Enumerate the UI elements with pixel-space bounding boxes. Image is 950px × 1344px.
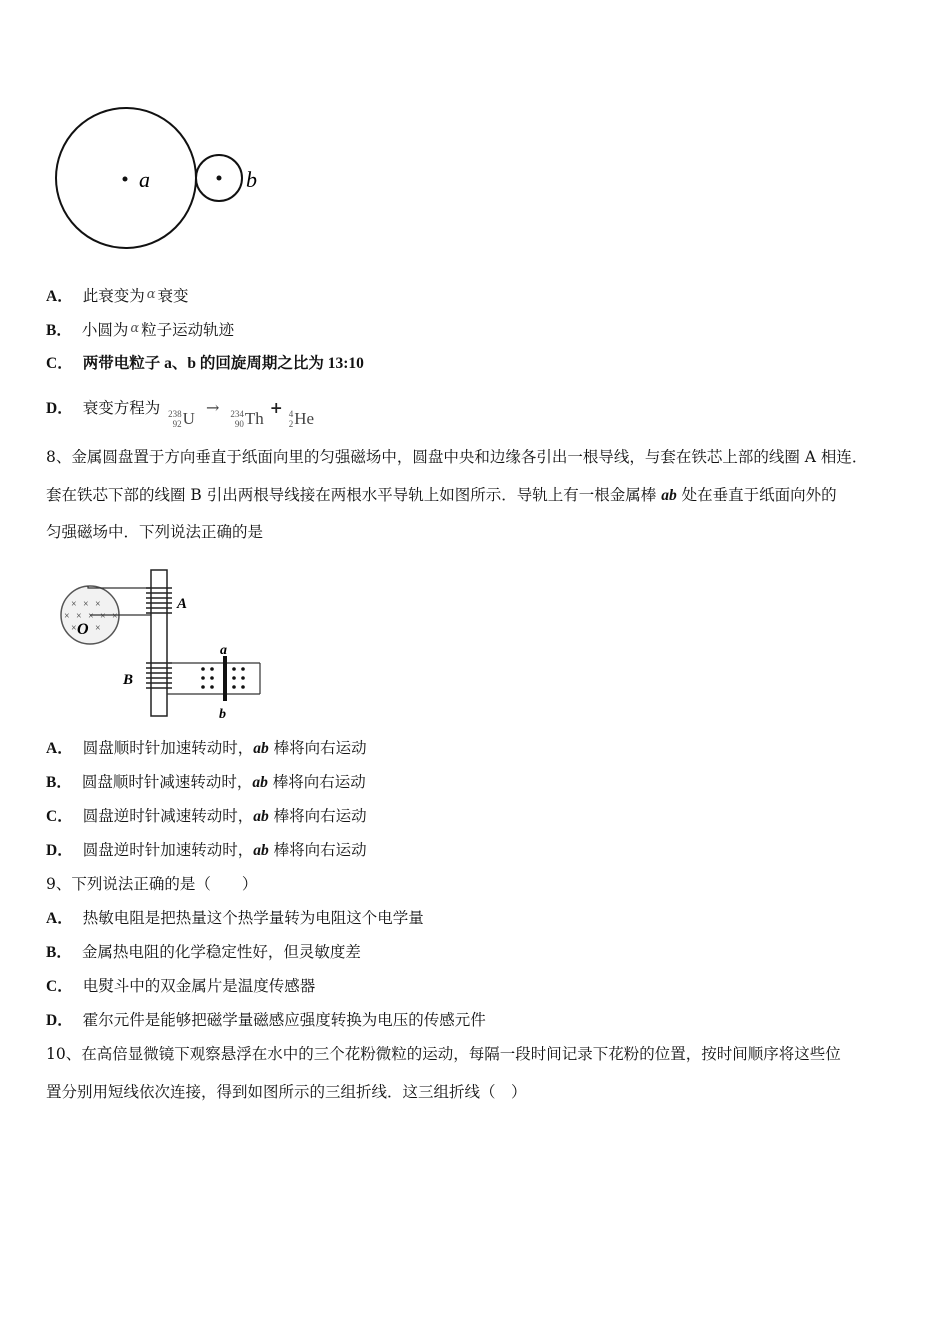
rod-name: ab <box>253 842 269 859</box>
option-key: D． <box>46 842 73 859</box>
coil-b-label: B <box>123 672 134 688</box>
q7-option-a <box>46 285 189 307</box>
option-text: 棒将向右运动 <box>268 807 367 825</box>
mass-number: 4 <box>288 409 294 419</box>
cross-mark: × <box>100 611 106 622</box>
rod-name: ab <box>253 808 269 825</box>
plus-sign: + <box>269 398 283 417</box>
option-key: B． <box>46 774 72 791</box>
cross-mark: × <box>95 623 101 634</box>
option-text: 小圆为 <box>81 321 129 339</box>
q9-stem: 9、下列说法正确的是（ ） <box>46 875 258 893</box>
cross-mark: × <box>64 611 70 622</box>
option-text: 金属热电阻的化学稳定性好，但灵敏度差 <box>81 943 361 961</box>
cross-mark: × <box>83 599 89 610</box>
option-key: A． <box>46 288 73 305</box>
q7-option-c <box>46 353 364 374</box>
cross-mark: × <box>88 611 94 622</box>
decay-tracks-figure <box>50 108 280 248</box>
q8-option-a <box>46 738 367 759</box>
option-text: 此衰变为 <box>82 287 145 305</box>
option-text: 圆盘顺时针加速转动时， <box>82 739 254 757</box>
mass-number: 234 <box>230 409 244 419</box>
option-text: 圆盘逆时针加速转动时， <box>82 841 254 859</box>
option-key: C． <box>46 355 73 372</box>
cross-mark: × <box>71 623 77 634</box>
q7-option-d <box>46 398 317 429</box>
cross-mark: × <box>76 611 82 622</box>
metal-rod-ab <box>223 656 227 701</box>
nuclide-uranium <box>168 409 195 429</box>
rod-bottom-label: b <box>219 707 226 722</box>
cross-mark: × <box>71 599 77 610</box>
reaction-arrow: → <box>205 398 220 417</box>
large-center-dot <box>123 177 128 182</box>
cross-mark: × <box>95 599 101 610</box>
nuclide-thorium <box>230 409 263 429</box>
option-text: 两带电粒子 a、b 的回旋周期之比为 13:10 <box>82 355 364 372</box>
atomic-number: 92 <box>172 419 182 429</box>
element-symbol: Th <box>244 409 264 428</box>
option-key: B． <box>46 944 72 961</box>
disk-center-label: O <box>77 621 89 638</box>
option-text: 棒将向右运动 <box>267 773 366 791</box>
rod-top-label: a <box>220 643 227 658</box>
coil-a <box>146 588 172 613</box>
alpha-symbol: α <box>130 321 140 336</box>
option-text: 电熨斗中的双金属片是温度传感器 <box>82 977 316 995</box>
iron-core <box>151 570 167 716</box>
q9-option-b <box>46 942 361 963</box>
option-key: D． <box>46 400 73 417</box>
stem-text: 处在垂直于纸面向外的 <box>676 486 837 504</box>
q9-option-a <box>46 908 424 929</box>
label-b: b <box>246 167 257 192</box>
option-text: 棒将向右运动 <box>268 841 367 859</box>
option-text: 衰变方程为 <box>82 399 161 417</box>
q8-option-d <box>46 840 367 861</box>
nuclide-helium <box>289 409 314 429</box>
q9-option-c <box>46 976 315 997</box>
option-text: 圆盘逆时针减速转动时， <box>82 807 254 825</box>
option-key: A． <box>46 910 73 927</box>
option-key: D． <box>46 1012 73 1029</box>
rod-name: ab <box>253 740 269 757</box>
q8-stem-line1: 8、金属圆盘置于方向垂直于纸面向里的匀强磁场中，圆盘中央和边缘各引出一根导线，与套在铁芯上部的线圈 A 相连． <box>46 448 868 466</box>
atomic-number: 2 <box>288 419 294 429</box>
cross-mark: × <box>112 611 118 622</box>
option-text: 衰变 <box>157 287 189 305</box>
option-key: C． <box>46 808 73 825</box>
stem-text: 套在铁芯下部的线圈 B 引出两根导线接在两根水平导轨上如图所示．导轨上有一根金属棒 <box>46 486 662 504</box>
option-text: 粒子运动轨迹 <box>141 321 235 339</box>
q8-option-b <box>46 772 366 793</box>
small-center-dot <box>217 176 222 181</box>
coil-a-label: A <box>177 596 188 612</box>
element-symbol: U <box>182 409 195 428</box>
label-a: a <box>139 167 150 192</box>
option-text: 棒将向右运动 <box>268 739 367 757</box>
mass-number: 238 <box>168 409 182 419</box>
disk-coil-rail-figure <box>55 566 265 721</box>
option-text: 热敏电阻是把热量这个热学量转为电阻这个电学量 <box>82 909 424 927</box>
q8-stem-line2 <box>46 485 837 506</box>
option-text: 圆盘顺时针减速转动时， <box>81 773 253 791</box>
q9-option-d <box>46 1010 486 1031</box>
rod-name: ab <box>252 774 268 791</box>
q10-stem-line1: 10、在高倍显微镜下观察悬浮在水中的三个花粉微粒的运动，每隔一段时间记录下花粉的位置，按时间顺序将这些位 <box>46 1045 841 1063</box>
coil-b <box>146 663 172 688</box>
q8-stem-line3: 匀强磁场中．下列说法正确的是 <box>46 523 264 541</box>
option-key: B． <box>46 322 72 339</box>
element-symbol: He <box>294 409 315 428</box>
q10-stem-line2: 置分别用短线依次连接，得到如图所示的三组折线．这三组折线（ ） <box>46 1083 527 1101</box>
option-key: C． <box>46 978 73 995</box>
option-text: 霍尔元件是能够把磁学量磁感应强度转换为电压的传感元件 <box>82 1011 486 1029</box>
q8-option-c <box>46 806 367 827</box>
atomic-number: 90 <box>234 419 244 429</box>
q7-option-b <box>46 319 234 341</box>
alpha-symbol: α <box>146 287 156 302</box>
rod-name: ab <box>661 487 677 504</box>
option-key: A． <box>46 740 73 757</box>
